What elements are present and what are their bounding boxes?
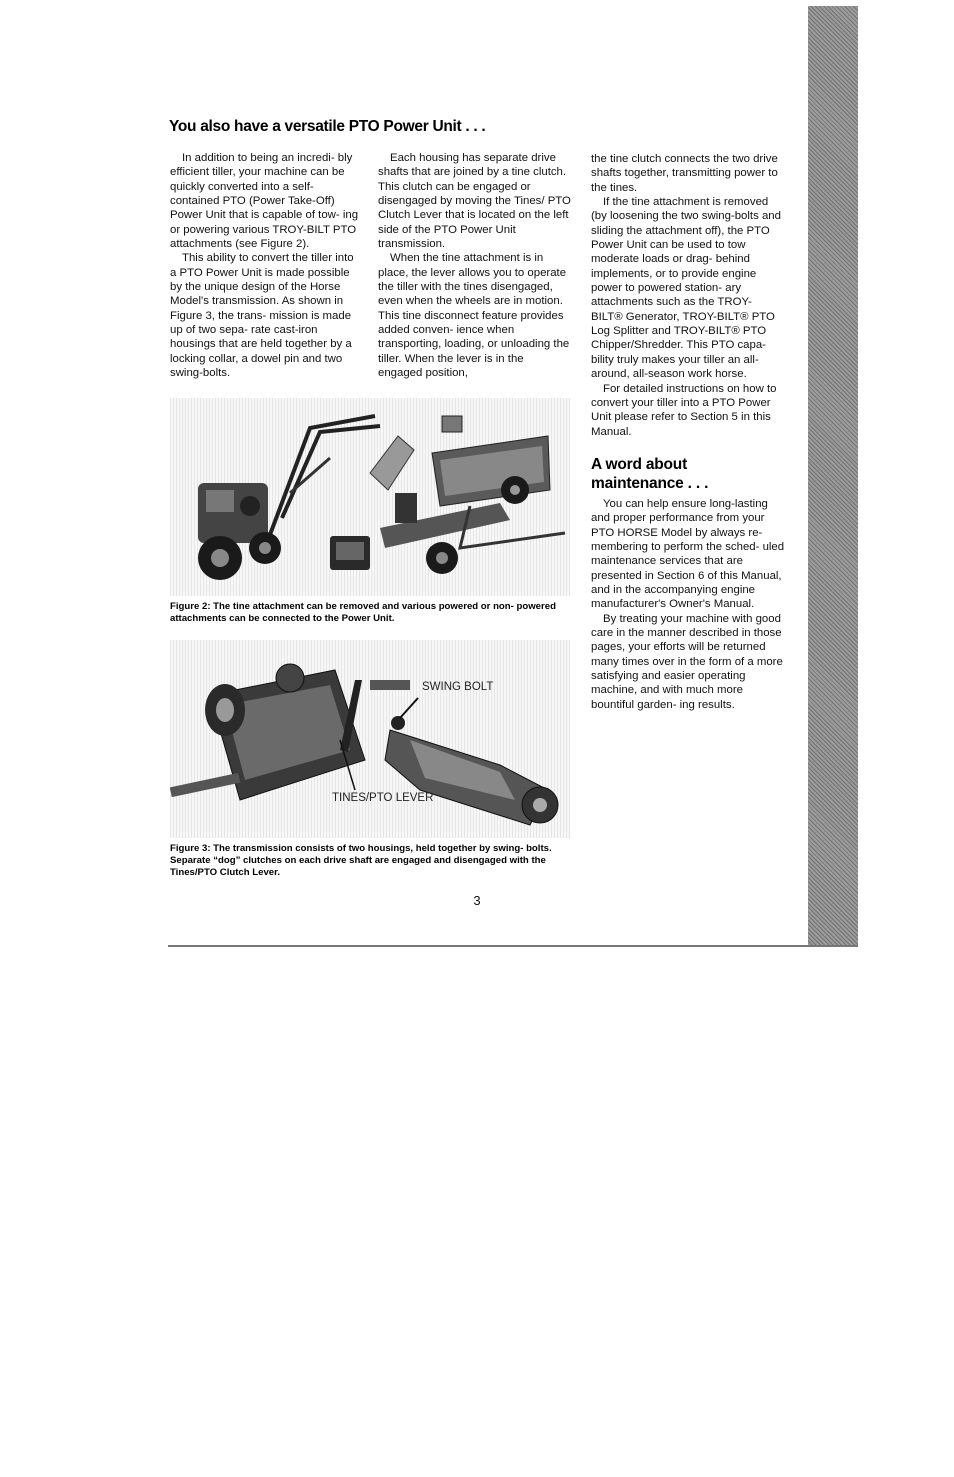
- tines-pto-lever-label: TINES/PTO LEVER: [332, 792, 434, 804]
- paragraph: the tine clutch connects the two drive shafts together, transmitting power to the tines.: [591, 153, 778, 194]
- paragraph: For detailed instructions on how to convert your tiller into a PTO Power Unit please refer to Section 5 in this Manual.: [591, 382, 777, 438]
- page-number: 3: [473, 893, 481, 908]
- paragraph: You can help ensure long-lasting and proper performance from your PTO HORSE Model by always re- membering to perform the sched- uled maintenance services that are presented in Section 6 of this Manual, and in the accompanying engine manufacturer's Owner's Manual.: [591, 497, 785, 611]
- figure-2-caption: Figure 2: The tine attachment can be removed and various powered or non- powered attachments can be connected to the Power Unit.: [170, 601, 556, 624]
- figure-3-illustration: [170, 640, 570, 838]
- maintenance-heading: A word about maintenance . . .: [591, 455, 709, 492]
- transmission-drawing: [170, 640, 570, 838]
- figure-2-illustration: [170, 398, 570, 596]
- paragraph: Each housing has separate drive shafts that are joined by a tine clutch. This clutch can be engaged or disengaged by moving the Tines/ PTO Clutch Lever that is located on the left side of the PTO Power Unit transmission.: [378, 152, 571, 251]
- swing-bolt-pointer: [400, 698, 418, 718]
- text-column-3: [591, 152, 786, 712]
- section-heading: You also have a versatile PTO Power Unit . . .: [169, 118, 486, 135]
- paragraph: When the tine attachment is in place, the lever allows you to operate the tiller with the tines disengaged, even when the wheels are in motion. This tine disconnect feature provides added conven- ience when transporting, loading, or unloading the tiller. When the lever is in the engaged position,: [378, 252, 570, 380]
- page-edge-tab: [808, 6, 858, 946]
- paragraph: By treating your machine with good care in the manner described in those pages, your efforts will be returned many times over in the form of a more satisfying and easier operating machine, and with much more bountiful garden- ing results.: [591, 612, 783, 711]
- text-column-1: [170, 151, 363, 381]
- bottom-rule: [168, 945, 858, 947]
- paragraph: In addition to being an incredi- bly efficient tiller, your machine can be quickly converted into a self- contained PTO (Power Take-Off) Power Unit that is capable of tow- ing or powering various TROY-BILT PTO attachments (see Figure 2).: [170, 152, 359, 251]
- paragraph: If the tine attachment is removed (by loosening the two swing-bolts and sliding the attachment off), the PTO Power Unit can be used to tow moderate loads or drag- behind implements, or to provide engine power to powered station- ary attachments such as the TROY- BILT® Generator, TROY-BILT® PTO Log Splitter and TROY-BILT® PTO Chipper/Shredder. This PTO capa- bility truly makes your tiller an all- around, all-season work horse.: [591, 196, 781, 381]
- swing-bolt-label: SWING BOLT: [422, 681, 494, 693]
- tiller-attachments-drawing: [170, 398, 570, 596]
- text-column-2: [378, 151, 571, 381]
- figure-3-caption: Figure 3: The transmission consists of two housings, held together by swing- bolts. Separate “dog” clutches on each drive shaft are engaged and disengaged with the Tines/PTO Clutch Lever.: [170, 843, 552, 878]
- paragraph: This ability to convert the tiller into a PTO Power Unit is made possible by the unique design of the Horse Model's transmission. As shown in Figure 3, the trans- mission is made up of two sepa- rate cast-iron housings that are held together by a locking collar, a dowel pin and two swing-bolts.: [170, 252, 354, 380]
